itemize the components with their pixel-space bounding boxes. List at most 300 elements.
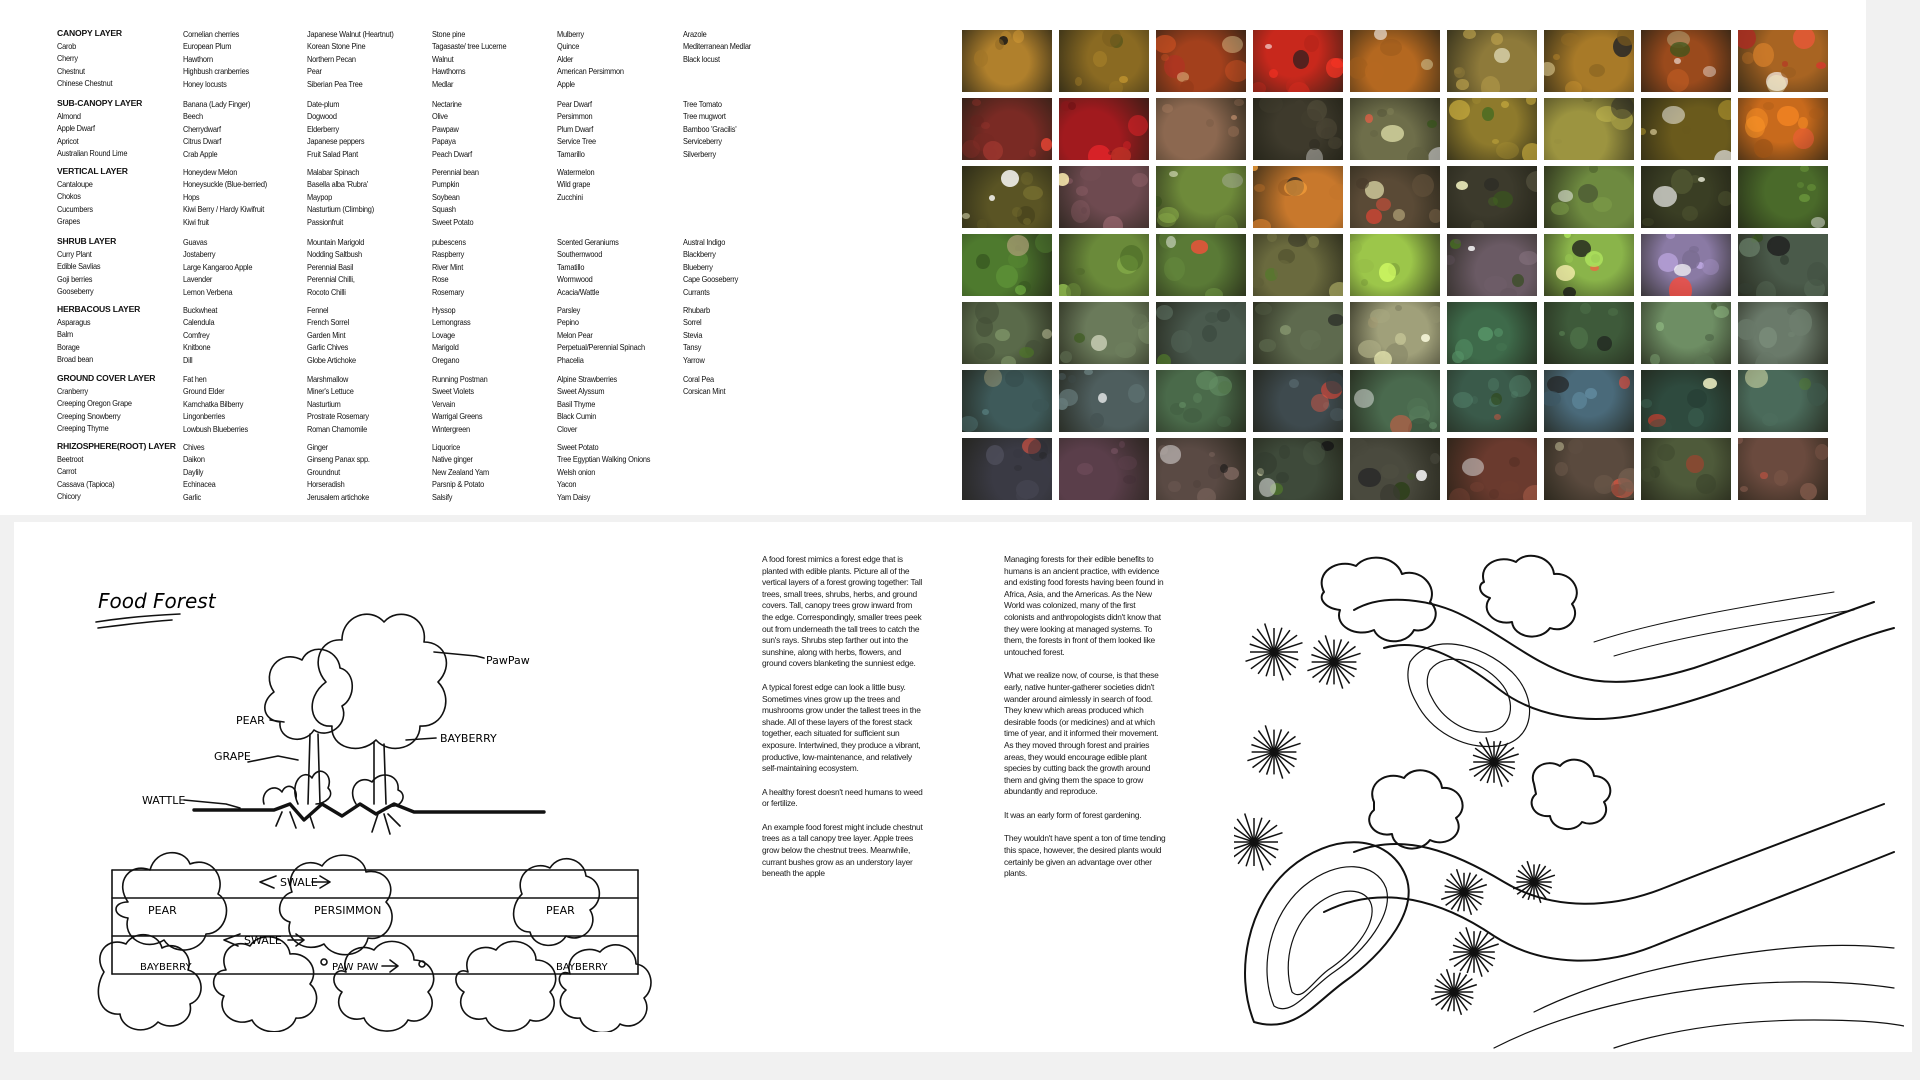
plant-photo	[1156, 98, 1246, 160]
plant-column	[307, 373, 369, 435]
label-pear: PEAR	[236, 714, 265, 727]
plant-photo-grid	[962, 30, 1836, 502]
plant-name: Apple	[557, 78, 575, 89]
plant-list-sheet	[0, 0, 1866, 515]
plant-column	[432, 441, 489, 503]
plant-name: Chicory	[57, 491, 81, 502]
plant-name: Yacon	[557, 479, 577, 490]
plant-photo	[1447, 166, 1537, 228]
plant-column	[183, 441, 216, 503]
plant-name: Lemongrass	[432, 317, 471, 328]
plant-photo	[1447, 438, 1537, 500]
plant-photo	[1738, 438, 1828, 500]
plant-name: Cucumbers	[57, 203, 93, 214]
plant-column	[557, 441, 650, 503]
plant-name: Dill	[183, 354, 193, 365]
plant-name: Wild grape	[557, 179, 591, 190]
plant-name: Kiwi Berry / Hardy Kiwifruit	[183, 204, 265, 215]
plant-photo	[1738, 166, 1828, 228]
plant-photo	[1253, 30, 1343, 92]
article-paragraph: A healthy forest doesn't need humans to weed or fertilize.	[762, 786, 923, 809]
plant-photo	[1544, 302, 1634, 364]
layer-title: CANOPY LAYER	[57, 28, 122, 38]
plant-column	[307, 98, 364, 160]
plant-name: pubescens	[432, 237, 466, 247]
plant-column	[57, 453, 115, 503]
label-bayberry-left: BAYBERRY	[140, 962, 192, 973]
plant-name: Quince	[557, 41, 580, 52]
plant-name: Yam Daisy	[557, 491, 591, 502]
plant-column	[683, 304, 710, 366]
plant-name: Black Cumin	[557, 411, 597, 422]
plant-name: Prostrate Rosemary	[307, 411, 369, 422]
plant-column	[432, 236, 466, 298]
plant-name: Perennial bean	[432, 167, 479, 177]
plant-name: Creeping Snowberry	[57, 410, 121, 421]
article-paragraph: What we realize now, of course, is that these early, native hunter-gatherer societies didn't wander around aimlessly in search of food. They knew which areas produced which desirable foods (or medicines) and at which time of year, and it informed their movement. As they moved through forest and prairies areas, they would encourage edible plant species by cutting back the growth around them and giving them the space to grow abundantly and reproduce.	[1004, 670, 1159, 797]
plant-name: Hyssop	[432, 305, 456, 315]
plant-name: Black locust	[683, 53, 720, 64]
plant-photo	[1059, 302, 1149, 364]
plant-column	[183, 373, 248, 435]
plant-name: Vervain	[432, 398, 456, 409]
sketch-title: Food Forest	[98, 589, 216, 613]
plant-name: Borage	[57, 341, 80, 352]
plant-name: Silverberry	[683, 148, 716, 159]
plant-name: Echinacea	[183, 479, 216, 490]
plant-name: Almond	[57, 111, 81, 121]
plant-name: Ginseng Panax spp.	[307, 454, 370, 465]
plant-name: Hawthorns	[432, 66, 466, 77]
plant-name: Persimmon	[557, 111, 593, 122]
plant-name: Passionfruit	[307, 216, 344, 227]
plant-name: Honeysuckle (Blue-berried)	[183, 179, 267, 190]
plant-name: Mediterranean Medlar	[683, 41, 752, 52]
plant-name: Chokos	[57, 191, 81, 202]
plant-name: Daylily	[183, 466, 204, 477]
plant-photo	[1156, 30, 1246, 92]
plant-name: Serviceberry	[683, 136, 722, 147]
plant-name: Comfrey	[183, 329, 210, 340]
plant-name: Garlic	[183, 491, 202, 502]
article-paragraph: An example food forest might include chestnut trees as a tall canopy tree layer. Apple trees grow below the chestnut trees. Meanwhile, currant bushes grow as an understory layer beneath the apple	[762, 821, 923, 879]
plant-name: Sweet Potato	[432, 216, 474, 227]
plant-name: Marigold	[432, 342, 459, 353]
plant-name: Japanese peppers	[307, 136, 365, 147]
plant-name: Sweet Violets	[432, 386, 474, 397]
plant-photo	[1641, 302, 1731, 364]
label-pawpaw-bottom: PAW PAW	[332, 962, 379, 973]
plant-name: Squash	[432, 204, 456, 215]
plant-photo	[1447, 302, 1537, 364]
plant-name: Rhubarb	[683, 305, 710, 315]
plant-name: Welsh onion	[557, 466, 596, 477]
article-paragraph: It was an early form of forest gardening.	[1004, 809, 1142, 820]
plant-name: Tamarillo	[557, 148, 585, 159]
plant-column	[57, 385, 132, 435]
label-persimmon: PERSIMMON	[314, 904, 382, 917]
plant-name: Basella alba 'Rubra'	[307, 179, 368, 190]
plant-name: Large Kangaroo Apple	[183, 261, 253, 272]
plant-name: Mountain Marigold	[307, 237, 365, 247]
plant-name: Yarrow	[683, 354, 705, 365]
plant-name: Cherrydwarf	[183, 123, 221, 134]
plant-name: Balm	[57, 329, 73, 340]
plant-name: Asparagus	[57, 317, 91, 327]
plant-photo	[962, 370, 1052, 432]
plant-name: Watermelon	[557, 167, 595, 177]
plant-photo	[1544, 438, 1634, 500]
plant-name: Elderberry	[307, 123, 339, 134]
plant-column	[683, 236, 738, 298]
plant-photo	[1641, 438, 1731, 500]
label-bayberry: BAYBERRY	[440, 732, 497, 745]
plant-name: Nasturtium	[307, 398, 341, 409]
plant-photo	[1253, 370, 1343, 432]
plant-name: Malabar Spinach	[307, 167, 360, 177]
plant-photo	[962, 166, 1052, 228]
plant-name: Goji berries	[57, 273, 93, 284]
plant-column	[57, 248, 100, 298]
plant-photo	[1447, 370, 1537, 432]
plant-name: Jostaberry	[183, 249, 216, 260]
plant-name: Gooseberry	[57, 286, 94, 297]
plant-column	[307, 441, 370, 503]
plant-photo	[1350, 166, 1440, 228]
plant-name: Dogwood	[307, 111, 337, 122]
plant-name: Carrot	[57, 466, 77, 477]
plant-photo	[1738, 98, 1828, 160]
plant-name: Japanese Walnut (Heartnut)	[307, 29, 394, 39]
plant-name: Cherry	[57, 53, 78, 64]
plant-name: Papaya	[432, 136, 456, 147]
plant-name: Knitbone	[183, 342, 211, 353]
label-swale-bottom: SWALE	[244, 934, 282, 947]
article-paragraph: A food forest mimics a forest edge that is planted with edible plants. Picture all of the vertical layers of a forest growing together: Tall trees, small trees, shrubs, herbs, and ground covers. Tall, canopy trees grow inward from the edge. Correspondingly, smaller trees peek out from underneath the tall trees to catch the sun's rays. Shrubs step farther out into the sunshine, along with herbs, flowers, and ground covers blanketing the sunniest edge.	[762, 554, 923, 669]
plant-photo	[1350, 98, 1440, 160]
plant-name: Honeydew Melon	[183, 167, 238, 177]
plant-name: Highbush cranberries	[183, 66, 249, 77]
plant-name: Hawthorn	[183, 53, 213, 64]
plant-name: Guavas	[183, 237, 208, 247]
plant-name: Nodding Saltbush	[307, 249, 362, 260]
plant-name: Rose	[432, 274, 449, 285]
plant-name: Stone pine	[432, 29, 466, 39]
plant-photo	[1253, 166, 1343, 228]
plant-name: Oregano	[432, 354, 460, 365]
plant-name: Chives	[183, 442, 205, 452]
plant-photo	[1059, 234, 1149, 296]
plant-photo	[962, 302, 1052, 364]
plant-name: Northern Pecan	[307, 53, 356, 64]
label-swale-top: SWALE	[280, 876, 318, 889]
label-pawpaw: PawPaw	[486, 654, 530, 667]
plant-photo	[1156, 166, 1246, 228]
plant-photo	[1350, 302, 1440, 364]
plant-name: Pear	[307, 66, 322, 77]
plant-name: Pumpkin	[432, 179, 460, 190]
plant-name: Apricot	[57, 135, 79, 146]
plant-name: Acacia/Wattle	[557, 286, 600, 297]
plant-name: Garden Mint	[307, 329, 346, 340]
plant-name: Currants	[683, 286, 710, 297]
plant-name: Tamatillo	[557, 261, 585, 272]
plant-name: Carob	[57, 41, 77, 51]
plant-column	[307, 28, 394, 90]
plant-photo	[1641, 98, 1731, 160]
plant-photo	[1544, 166, 1634, 228]
plant-column	[183, 28, 249, 90]
plant-name: Running Postman	[432, 374, 488, 384]
plant-name: Fruit Salad Plant	[307, 148, 358, 159]
plant-name: Basil Thyme	[557, 398, 596, 409]
food-forest-section-sketch	[84, 542, 684, 1032]
plant-name: Perennial Basil	[307, 261, 354, 272]
plant-name: Tansy	[683, 342, 702, 353]
plant-photo	[1059, 370, 1149, 432]
plant-name: Edible Savlias	[57, 261, 101, 272]
plant-name: Scented Geraniums	[557, 237, 619, 247]
article-column-1	[762, 554, 924, 892]
plant-name: Pepino	[557, 317, 579, 328]
plant-column	[557, 98, 596, 160]
plant-name: Parsley	[557, 305, 581, 315]
plant-column	[557, 236, 619, 298]
plant-name: Tree mugwort	[683, 111, 726, 122]
food-forest-site-plan	[1234, 552, 1904, 1052]
plant-name: Cape Gooseberry	[683, 274, 739, 285]
plant-name: Alpine Strawberries	[557, 374, 617, 384]
plant-photo	[1738, 234, 1828, 296]
plant-name: American Persimmon	[557, 66, 624, 77]
plant-name: Rosemary	[432, 286, 464, 297]
plant-photo	[1253, 302, 1343, 364]
plant-photo	[1447, 30, 1537, 92]
plant-name: Jerusalem artichoke	[307, 491, 370, 502]
plant-photo	[1350, 234, 1440, 296]
article-column-2	[1004, 554, 1166, 892]
plant-photo	[1350, 370, 1440, 432]
plant-name: Medlar	[432, 78, 454, 89]
label-bayberry-right: BAYBERRY	[556, 962, 608, 973]
plant-name: Southernwood	[557, 249, 603, 260]
plant-photo	[1544, 234, 1634, 296]
label-pear-right: PEAR	[546, 904, 575, 917]
plant-name: Beetroot	[57, 454, 84, 464]
plant-name: Pear Dwarf	[557, 99, 592, 109]
label-pear-left: PEAR	[148, 904, 177, 917]
plant-name: Plum Dwarf	[557, 123, 594, 134]
plant-photo	[1447, 98, 1537, 160]
plant-name: Lovage	[432, 329, 455, 340]
plant-photo	[1544, 370, 1634, 432]
plant-column	[432, 373, 488, 435]
plant-name: Creeping Thyme	[57, 423, 109, 434]
plant-photo	[1059, 30, 1149, 92]
plant-name: Miner's Lettuce	[307, 386, 354, 397]
plant-name: Melon Pear	[557, 329, 593, 340]
plant-name: Apple Dwarf	[57, 123, 95, 134]
plant-column	[432, 28, 506, 90]
plant-name: Cassava (Tapioca)	[57, 478, 115, 489]
plant-column	[432, 98, 472, 160]
plant-name: Horseradish	[307, 479, 345, 490]
layer-title: GROUND COVER LAYER	[57, 373, 156, 383]
plant-name: Daikon	[183, 454, 205, 465]
plant-photo	[1447, 234, 1537, 296]
plant-photo	[1738, 30, 1828, 92]
plant-name: Sorrel	[683, 317, 702, 328]
plant-name: Arazole	[683, 29, 707, 39]
plant-name: Citrus Dwarf	[183, 136, 222, 147]
plant-name: Australian Round Lime	[57, 148, 128, 159]
plant-name: Wormwood	[557, 274, 593, 285]
plant-name: Kiwi fruit	[183, 216, 209, 227]
plant-column	[57, 316, 93, 366]
plant-name: Chestnut	[57, 65, 85, 76]
layer-title: SUB-CANOPY LAYER	[57, 98, 143, 108]
plant-name: Hops	[183, 191, 200, 202]
plant-photo	[1641, 234, 1731, 296]
plant-name: Raspberry	[432, 249, 465, 260]
plant-column	[432, 166, 479, 228]
plant-name: Stevia	[683, 329, 703, 340]
plant-name: Perennial Chilli,	[307, 274, 355, 285]
plant-name: Korean Stone Pine	[307, 41, 366, 52]
plant-column	[557, 166, 594, 203]
plant-name: Ginger	[307, 442, 328, 452]
plant-name: Groundnut	[307, 466, 341, 477]
plant-name: Liquorice	[432, 442, 461, 452]
plant-name: Buckwheat	[183, 305, 218, 315]
plant-name: Salsify	[432, 491, 453, 502]
plant-photo	[962, 98, 1052, 160]
plant-name: Walnut	[432, 53, 454, 64]
plant-name: Tree Tomato	[683, 99, 722, 109]
plant-column	[683, 373, 725, 398]
plant-column	[183, 236, 252, 298]
plant-column	[57, 178, 93, 228]
plant-name: Nasturtium (Climbing)	[307, 204, 374, 215]
plant-photo	[1059, 98, 1149, 160]
plant-name: Kamchatka Bilberry	[183, 398, 244, 409]
plant-photo	[1641, 370, 1731, 432]
plant-photo	[1738, 370, 1828, 432]
plant-name: Warrigal Greens	[432, 411, 483, 422]
label-wattle: WATTLE	[142, 794, 186, 807]
plant-name: Banana (Lady Finger)	[183, 99, 251, 109]
plant-photo	[1253, 98, 1343, 160]
plant-photo	[1544, 30, 1634, 92]
plant-name: Lemon Verbena	[183, 286, 233, 297]
layer-title: SHRUB LAYER	[57, 236, 117, 246]
plant-name: Parsnip & Potato	[432, 479, 485, 490]
plant-name: Cornelian cherries	[183, 29, 240, 39]
plant-column	[307, 304, 356, 366]
plant-name: Coral Pea	[683, 374, 714, 384]
article-paragraph: Managing forests for their edible benefits to humans is an ancient practice, with evidence and existing food forests having been found in Africa, Asia, and the Americas. As the New World was colonized, many of the first colonists and anthropologists didn't know that they were looking at managed systems. To them, the forests in front of them looked like untouched forest.	[1004, 554, 1164, 657]
plant-name: Blueberry	[683, 261, 713, 272]
plant-photo	[1544, 98, 1634, 160]
plant-column	[183, 98, 250, 160]
plant-photo	[1350, 30, 1440, 92]
plant-name: Olive	[432, 111, 448, 122]
plant-column	[183, 304, 217, 366]
plant-name: Ground Elder	[183, 386, 225, 397]
plant-column	[307, 166, 374, 228]
plant-name: Cantaloupe	[57, 179, 93, 189]
plant-name: Zucchini	[557, 191, 583, 202]
plant-name: Siberian Pea Tree	[307, 78, 363, 89]
plant-name: Crab Apple	[183, 148, 218, 159]
plant-name: European Plum	[183, 41, 232, 52]
plant-name: Grapes	[57, 216, 80, 227]
plant-name: Tree Egyptian Walking Onions	[557, 454, 651, 465]
plant-name: Nectarine	[432, 99, 462, 109]
plant-column	[57, 40, 112, 90]
plant-name: Calendula	[183, 317, 215, 328]
plant-photo	[1156, 302, 1246, 364]
plant-photo	[1253, 234, 1343, 296]
plant-name: Perpetual/Perennial Spinach	[557, 342, 645, 353]
plant-photo	[962, 30, 1052, 92]
layer-title: VERTICAL LAYER	[57, 166, 128, 176]
plant-name: Marshmallow	[307, 374, 349, 384]
plant-photo	[1253, 438, 1343, 500]
plant-photo	[1156, 438, 1246, 500]
plant-column	[307, 236, 364, 298]
plant-name: Honey locusts	[183, 78, 227, 89]
plant-name: Phacelia	[557, 354, 584, 365]
plant-column	[183, 166, 267, 228]
plant-name: Pawpaw	[432, 123, 459, 134]
plant-column	[557, 373, 617, 435]
plant-name: French Sorrel	[307, 317, 349, 328]
plant-name: Native ginger	[432, 454, 473, 465]
plant-name: River Mint	[432, 261, 464, 272]
plant-name: Globe Artichoke	[307, 354, 356, 365]
plant-photo	[1738, 302, 1828, 364]
article-paragraph: A typical forest edge can look a little busy. Sometimes vines grow up the trees and mushrooms grow under the tallest trees in the shade. All of these layers of the forest stack together, each situated for sufficient sun exposure. Intertwined, they produce a vibrant, productive, low-maintenance, and relatively self-maintaining ecosystem.	[762, 681, 921, 774]
plant-photo	[1156, 234, 1246, 296]
plant-name: Service Tree	[557, 136, 596, 147]
plant-name: Date-plum	[307, 99, 340, 109]
plant-name: Bamboo 'Gracilis'	[683, 123, 737, 134]
plant-name: Lavender	[183, 274, 213, 285]
plant-column	[683, 98, 736, 160]
plant-photo	[1059, 166, 1149, 228]
plant-name: Creeping Oregon Grape	[57, 398, 132, 409]
plant-name: New Zealand Yam	[432, 466, 489, 477]
plant-name: Corsican Mint	[683, 386, 726, 397]
plant-photo	[1156, 370, 1246, 432]
plant-name: Garlic Chives	[307, 342, 349, 353]
layer-title: HERBACOUS LAYER	[57, 304, 141, 314]
plant-photo	[962, 438, 1052, 500]
plant-name: Maypop	[307, 191, 333, 202]
plant-name: Roman Chamomile	[307, 423, 368, 434]
plant-column	[57, 110, 127, 160]
plant-photo	[1641, 166, 1731, 228]
plant-name: Fennel	[307, 305, 329, 315]
plant-name: Mulberry	[557, 29, 585, 39]
layer-title: RHIZOSPHERE(ROOT) LAYER	[57, 441, 176, 451]
plant-name: Sweet Potato	[557, 442, 599, 452]
plant-photo	[1641, 30, 1731, 92]
plant-name: Broad bean	[57, 354, 94, 365]
plant-name: Austral Indigo	[683, 237, 726, 247]
food-forest-sheet	[14, 522, 1912, 1052]
